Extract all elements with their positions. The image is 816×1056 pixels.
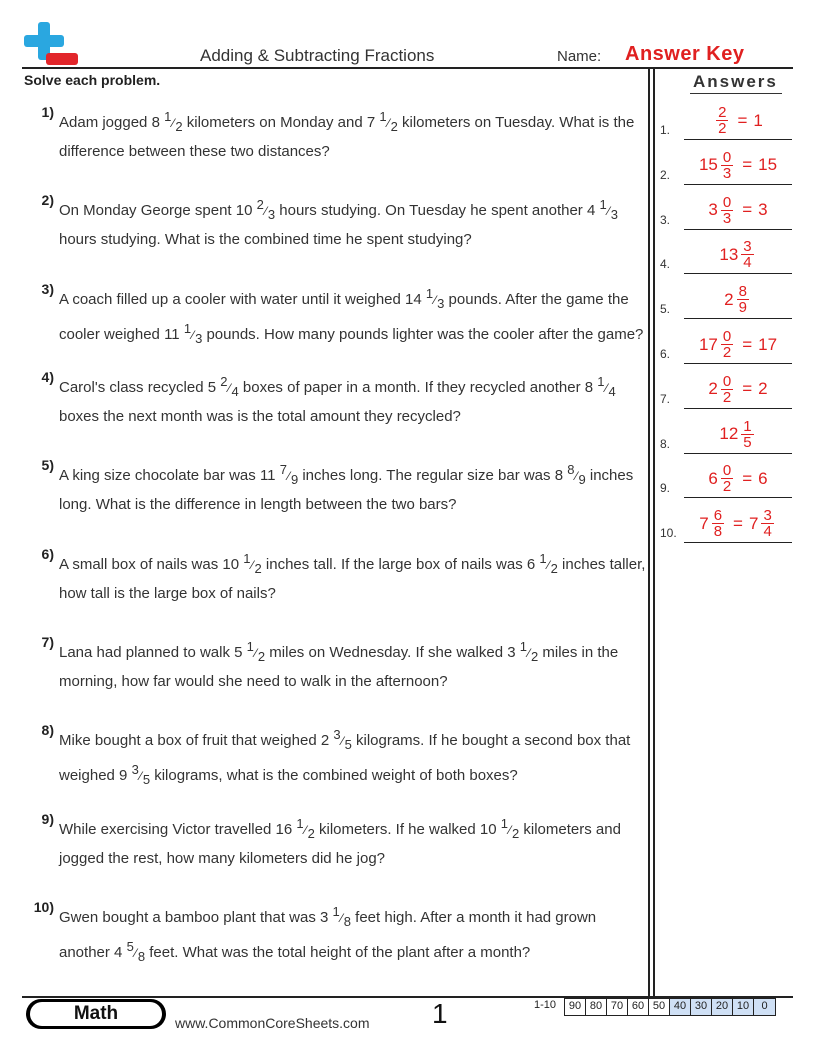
answer-fraction bbox=[712, 508, 724, 539]
fraction-denominator: 3 bbox=[195, 331, 203, 346]
answer-denominator: 2 bbox=[722, 388, 732, 406]
fraction-slash: ⁄ bbox=[341, 734, 344, 748]
fraction-numerator: 3 bbox=[131, 762, 139, 777]
fraction-denominator: 2 bbox=[175, 119, 183, 134]
fraction-numerator: 7 bbox=[279, 462, 287, 477]
answer-row-6 bbox=[660, 320, 792, 364]
fraction-numerator: 1 bbox=[599, 197, 607, 212]
problem-text bbox=[59, 722, 649, 792]
fraction-numerator: 1 bbox=[246, 639, 254, 654]
answer-whole: 15 bbox=[698, 155, 718, 175]
fraction-numerator: 2 bbox=[220, 374, 228, 389]
answer-numerator: 0 bbox=[722, 148, 732, 166]
answer-row-5 bbox=[660, 275, 792, 319]
fraction-numerator: 1 bbox=[296, 816, 304, 831]
answer-fraction bbox=[741, 239, 753, 270]
problem-text-segment: miles on Wednesday. If she walked 3 bbox=[265, 644, 520, 661]
answer-row-2 bbox=[660, 141, 792, 185]
answer-numerator: 0 bbox=[722, 193, 732, 211]
problem-text-segment: On Monday George spent 10 bbox=[59, 202, 257, 219]
fraction-slash: ⁄ bbox=[264, 204, 267, 218]
answer-simplified: 2 bbox=[758, 379, 768, 399]
fraction-numerator: 1 bbox=[379, 109, 387, 124]
answer-whole: 2 bbox=[724, 289, 734, 309]
problem-number: 8) bbox=[41, 722, 54, 738]
answer-denominator: 8 bbox=[713, 523, 723, 541]
problem-text-segment: kilometers on Monday and 7 bbox=[182, 114, 380, 131]
problem-number: 6) bbox=[41, 546, 54, 562]
problem-text bbox=[59, 634, 649, 694]
answer-simplified: 17 bbox=[758, 334, 778, 354]
fraction-slash: ⁄ bbox=[134, 946, 137, 960]
problem-text bbox=[59, 546, 649, 606]
answer-line bbox=[684, 542, 792, 543]
answer-number: 1. bbox=[660, 123, 671, 137]
answer-expression bbox=[684, 508, 792, 539]
answer-denominator: 2 bbox=[722, 478, 732, 496]
answer-whole: 3 bbox=[708, 200, 718, 220]
fraction-numerator: 1 bbox=[164, 109, 172, 124]
answer-whole: 6 bbox=[708, 468, 718, 488]
problem-text bbox=[59, 104, 649, 164]
score-cell: 20 bbox=[712, 999, 733, 1015]
answer-number: 4. bbox=[660, 257, 671, 272]
fraction-denominator: 2 bbox=[550, 561, 558, 576]
fraction-denominator: 4 bbox=[231, 384, 239, 399]
answer-simplified: 15 bbox=[758, 155, 778, 175]
answer-simplified: 3 bbox=[758, 200, 768, 220]
problem-text-segment: Mike bought a box of fruit that weighed 2 bbox=[59, 732, 334, 749]
answer-row-3 bbox=[660, 186, 792, 230]
fraction-slash: ⁄ bbox=[304, 823, 307, 837]
problem-text-segment: boxes of paper in a month. If they recycled another 8 bbox=[238, 379, 598, 396]
fraction-slash: ⁄ bbox=[287, 469, 290, 483]
fraction-numerator: 1 bbox=[500, 816, 508, 831]
problem-number: 1) bbox=[41, 104, 54, 120]
score-cell: 0 bbox=[754, 999, 775, 1015]
answer-whole: 17 bbox=[698, 334, 718, 354]
fraction-numerator: 1 bbox=[332, 904, 340, 919]
answer-row-9 bbox=[660, 454, 792, 498]
problem-text-segment: pounds. How many pounds lighter was the cooler after the game? bbox=[202, 326, 644, 343]
answer-expression bbox=[684, 374, 792, 405]
fraction-numerator: 1 bbox=[519, 639, 527, 654]
problem-text-segment: kilometers and jogged the rest, how many kilometers did he jog? bbox=[59, 821, 621, 867]
page-number: 1 bbox=[432, 998, 448, 1029]
fraction-slash: ⁄ bbox=[527, 646, 530, 660]
fraction-denominator: 3 bbox=[437, 296, 445, 311]
answer-expression bbox=[684, 195, 792, 226]
answer-row-10 bbox=[660, 499, 792, 543]
fraction-slash: ⁄ bbox=[139, 769, 142, 783]
problem-text bbox=[59, 457, 649, 517]
problem-text-segment: A coach filled up a cooler with water until it weighed 14 bbox=[59, 291, 426, 308]
fraction-slash: ⁄ bbox=[172, 116, 175, 130]
answer-simplified: 1 bbox=[753, 110, 763, 130]
answer-number: 3. bbox=[660, 212, 671, 227]
answer-fraction bbox=[721, 329, 733, 360]
subject-badge bbox=[26, 999, 166, 1029]
answer-number: 5. bbox=[660, 302, 671, 317]
score-cell: 90 bbox=[565, 999, 586, 1015]
fraction-slash: ⁄ bbox=[251, 558, 254, 572]
answer-denominator: 3 bbox=[722, 164, 732, 182]
answer-number: 10. bbox=[660, 526, 677, 541]
answer-simplified-denominator: 4 bbox=[763, 523, 772, 541]
score-cell: 10 bbox=[733, 999, 754, 1015]
problem-text-segment: feet high. After a month it had grown another 4 bbox=[59, 909, 597, 961]
score-table bbox=[564, 998, 776, 1016]
fraction-slash: ⁄ bbox=[547, 558, 550, 572]
problem-text-segment: Adam jogged 8 bbox=[59, 114, 165, 131]
problem-text-segment: Carol's class recycled 5 bbox=[59, 379, 221, 396]
problem-text-segment: boxes the next month was is the total amount they recycled? bbox=[59, 408, 461, 425]
problem-text bbox=[59, 192, 649, 252]
answer-fraction bbox=[721, 374, 733, 405]
answer-denominator: 5 bbox=[743, 433, 752, 451]
answer-denominator: 4 bbox=[743, 254, 752, 272]
fraction-denominator: 2 bbox=[390, 119, 398, 134]
answer-expression bbox=[684, 463, 792, 494]
answer-row-4 bbox=[660, 230, 792, 274]
problem-number: 7) bbox=[41, 634, 54, 650]
answer-fraction bbox=[721, 150, 733, 181]
problem-number: 9) bbox=[41, 811, 54, 827]
problem-text-segment: kilograms, what is the combined weight of both boxes? bbox=[150, 767, 518, 784]
problem-text-segment: hours studying. What is the combined time he spent studying? bbox=[59, 231, 472, 248]
fraction-denominator: 3 bbox=[267, 207, 276, 222]
answer-number: 8. bbox=[660, 436, 671, 451]
answer-expression bbox=[684, 284, 792, 315]
answer-whole: 12 bbox=[719, 424, 739, 444]
fraction-denominator: 2 bbox=[254, 561, 262, 576]
answer-key-label: Answer Key bbox=[625, 43, 745, 65]
answer-simplified-fraction bbox=[761, 508, 773, 539]
fraction-slash: ⁄ bbox=[340, 911, 343, 925]
fraction-slash: ⁄ bbox=[508, 823, 511, 837]
fraction-denominator: 2 bbox=[530, 649, 539, 664]
answer-numerator: 8 bbox=[738, 283, 747, 301]
fraction-numerator: 1 bbox=[183, 321, 192, 336]
problem-text-segment: pounds. After the game the cooler weighed 11 bbox=[59, 291, 629, 343]
score-cell: 70 bbox=[607, 999, 628, 1015]
answer-fraction bbox=[721, 195, 733, 226]
fraction-slash: ⁄ bbox=[605, 381, 608, 395]
problem-text-segment: miles in the morning, how far would she need to walk in the afternoon? bbox=[59, 644, 619, 690]
answer-simplified: 6 bbox=[758, 468, 768, 488]
equals-sign: = bbox=[742, 334, 753, 354]
problem-text-segment: feet. What was the total height of the plant after a month? bbox=[145, 944, 531, 961]
answer-denominator: 2 bbox=[718, 120, 727, 137]
fraction-numerator: 1 bbox=[243, 551, 251, 566]
problem-number: 2) bbox=[41, 192, 54, 208]
fraction-numerator: 3 bbox=[333, 727, 341, 742]
fraction-slash: ⁄ bbox=[575, 469, 578, 483]
answer-numerator: 0 bbox=[722, 372, 732, 390]
column-divider bbox=[653, 69, 655, 996]
problem-number: 10) bbox=[33, 899, 54, 915]
problem-text bbox=[59, 369, 649, 429]
answers-heading-underline bbox=[690, 93, 782, 94]
answer-row-1 bbox=[660, 96, 792, 140]
instructions: Solve each problem. bbox=[24, 72, 161, 88]
problem-text-segment: kilograms. If he bought a second box that weighed 9 bbox=[59, 732, 631, 784]
answer-simplified-numerator: 3 bbox=[763, 507, 772, 525]
website-link[interactable]: www.CommonCoreSheets.com bbox=[175, 1015, 370, 1031]
fraction-denominator: 8 bbox=[343, 914, 351, 929]
fraction-numerator: 1 bbox=[425, 286, 434, 301]
fraction-numerator: 8 bbox=[567, 462, 575, 477]
problem-text-segment: inches taller, how tall is the large box of nails? bbox=[59, 556, 646, 602]
fraction-slash: ⁄ bbox=[192, 328, 195, 342]
fraction-numerator: 1 bbox=[539, 551, 547, 566]
equals-sign: = bbox=[742, 468, 753, 488]
score-cell: 50 bbox=[649, 999, 670, 1015]
fraction-denominator: 5 bbox=[142, 772, 151, 787]
name-label: Name: bbox=[557, 48, 602, 65]
answer-expression bbox=[684, 419, 792, 450]
score-cell: 40 bbox=[670, 999, 691, 1015]
answer-row-7 bbox=[660, 365, 792, 409]
fraction-denominator: 3 bbox=[610, 207, 618, 222]
problem-text-segment: Lana had planned to walk 5 bbox=[59, 644, 247, 661]
answer-simplified-whole: 7 bbox=[748, 513, 759, 533]
answer-expression bbox=[684, 150, 792, 181]
subject-label: Math bbox=[30, 1002, 162, 1026]
fraction-slash: ⁄ bbox=[254, 646, 257, 660]
answer-denominator: 9 bbox=[738, 299, 747, 317]
answer-number: 6. bbox=[660, 347, 671, 361]
equals-sign: = bbox=[742, 200, 753, 220]
answer-numerator: 6 bbox=[713, 507, 723, 525]
answer-whole: 2 bbox=[708, 379, 718, 399]
problem-text-segment: A small box of nails was 10 bbox=[59, 556, 244, 573]
fraction-denominator: 8 bbox=[137, 949, 146, 964]
answer-fraction bbox=[737, 284, 749, 315]
problem-number: 5) bbox=[41, 457, 54, 473]
fraction-denominator: 2 bbox=[511, 826, 520, 841]
answer-denominator: 3 bbox=[722, 209, 732, 227]
problem-number: 3) bbox=[41, 281, 54, 297]
score-cell: 60 bbox=[628, 999, 649, 1015]
header-rule bbox=[22, 67, 793, 69]
answer-numerator: 3 bbox=[743, 238, 752, 256]
problem-text-segment: kilometers on Tuesday. What is the difference between these two distances? bbox=[59, 114, 635, 160]
answer-number: 9. bbox=[660, 481, 671, 496]
equals-sign: = bbox=[737, 110, 748, 130]
problem-text-segment: inches long. What is the difference in length between the two bars? bbox=[59, 467, 634, 513]
worksheet-title: Adding & Subtracting Fractions bbox=[200, 46, 435, 65]
problem-text-segment: hours studying. On Tuesday he spent another 4 bbox=[275, 202, 600, 219]
problem-text-segment: kilometers. If he walked 10 bbox=[314, 821, 501, 838]
problem-text-segment: inches tall. If the large box of nails was 6 bbox=[261, 556, 540, 573]
score-cell: 30 bbox=[691, 999, 712, 1015]
answer-denominator: 2 bbox=[722, 344, 732, 361]
problem-text-segment: Gwen bought a bamboo plant that was 3 bbox=[59, 909, 333, 926]
problem-text bbox=[59, 899, 649, 969]
equals-sign: = bbox=[742, 379, 753, 399]
answer-expression bbox=[684, 105, 792, 136]
fraction-numerator: 5 bbox=[126, 939, 134, 954]
fraction-slash: ⁄ bbox=[387, 116, 390, 130]
problem-text-segment: inches long. The regular size bar was 8 bbox=[298, 467, 568, 484]
fraction-denominator: 2 bbox=[307, 826, 315, 841]
problem-text-segment: While exercising Victor travelled 16 bbox=[59, 821, 297, 838]
answer-expression bbox=[684, 239, 792, 270]
fraction-denominator: 2 bbox=[257, 649, 266, 664]
answer-number: 7. bbox=[660, 391, 671, 406]
plus-minus-logo-icon bbox=[22, 20, 80, 68]
fraction-denominator: 5 bbox=[344, 737, 352, 752]
answer-fraction bbox=[716, 105, 728, 136]
answer-numerator: 1 bbox=[743, 417, 752, 435]
score-range-label: 1-10 bbox=[534, 999, 557, 1011]
fraction-slash: ⁄ bbox=[228, 381, 231, 395]
fraction-denominator: 9 bbox=[290, 472, 299, 487]
answers-heading: Answers bbox=[693, 72, 778, 91]
fraction-denominator: 9 bbox=[578, 472, 586, 487]
problem-number: 4) bbox=[41, 369, 54, 385]
answer-fraction bbox=[741, 419, 753, 450]
fraction-numerator: 2 bbox=[256, 197, 264, 212]
equals-sign: = bbox=[733, 513, 743, 533]
answer-whole: 7 bbox=[699, 513, 709, 533]
answer-expression bbox=[684, 329, 792, 360]
equals-sign: = bbox=[742, 155, 753, 175]
fraction-numerator: 1 bbox=[597, 374, 605, 389]
answer-row-8 bbox=[660, 410, 792, 454]
answer-number: 2. bbox=[660, 167, 671, 182]
answer-numerator: 0 bbox=[722, 328, 732, 345]
problem-text bbox=[59, 811, 649, 871]
fraction-slash: ⁄ bbox=[434, 293, 437, 307]
answer-whole: 13 bbox=[719, 244, 739, 264]
problem-text-segment: A king size chocolate bar was 11 bbox=[59, 467, 280, 484]
problem-text bbox=[59, 281, 649, 351]
fraction-slash: ⁄ bbox=[607, 204, 610, 218]
score-cell: 80 bbox=[586, 999, 607, 1015]
answer-numerator: 2 bbox=[718, 104, 727, 121]
answer-fraction bbox=[721, 463, 733, 494]
answer-numerator: 0 bbox=[722, 462, 732, 480]
fraction-denominator: 4 bbox=[608, 384, 616, 399]
